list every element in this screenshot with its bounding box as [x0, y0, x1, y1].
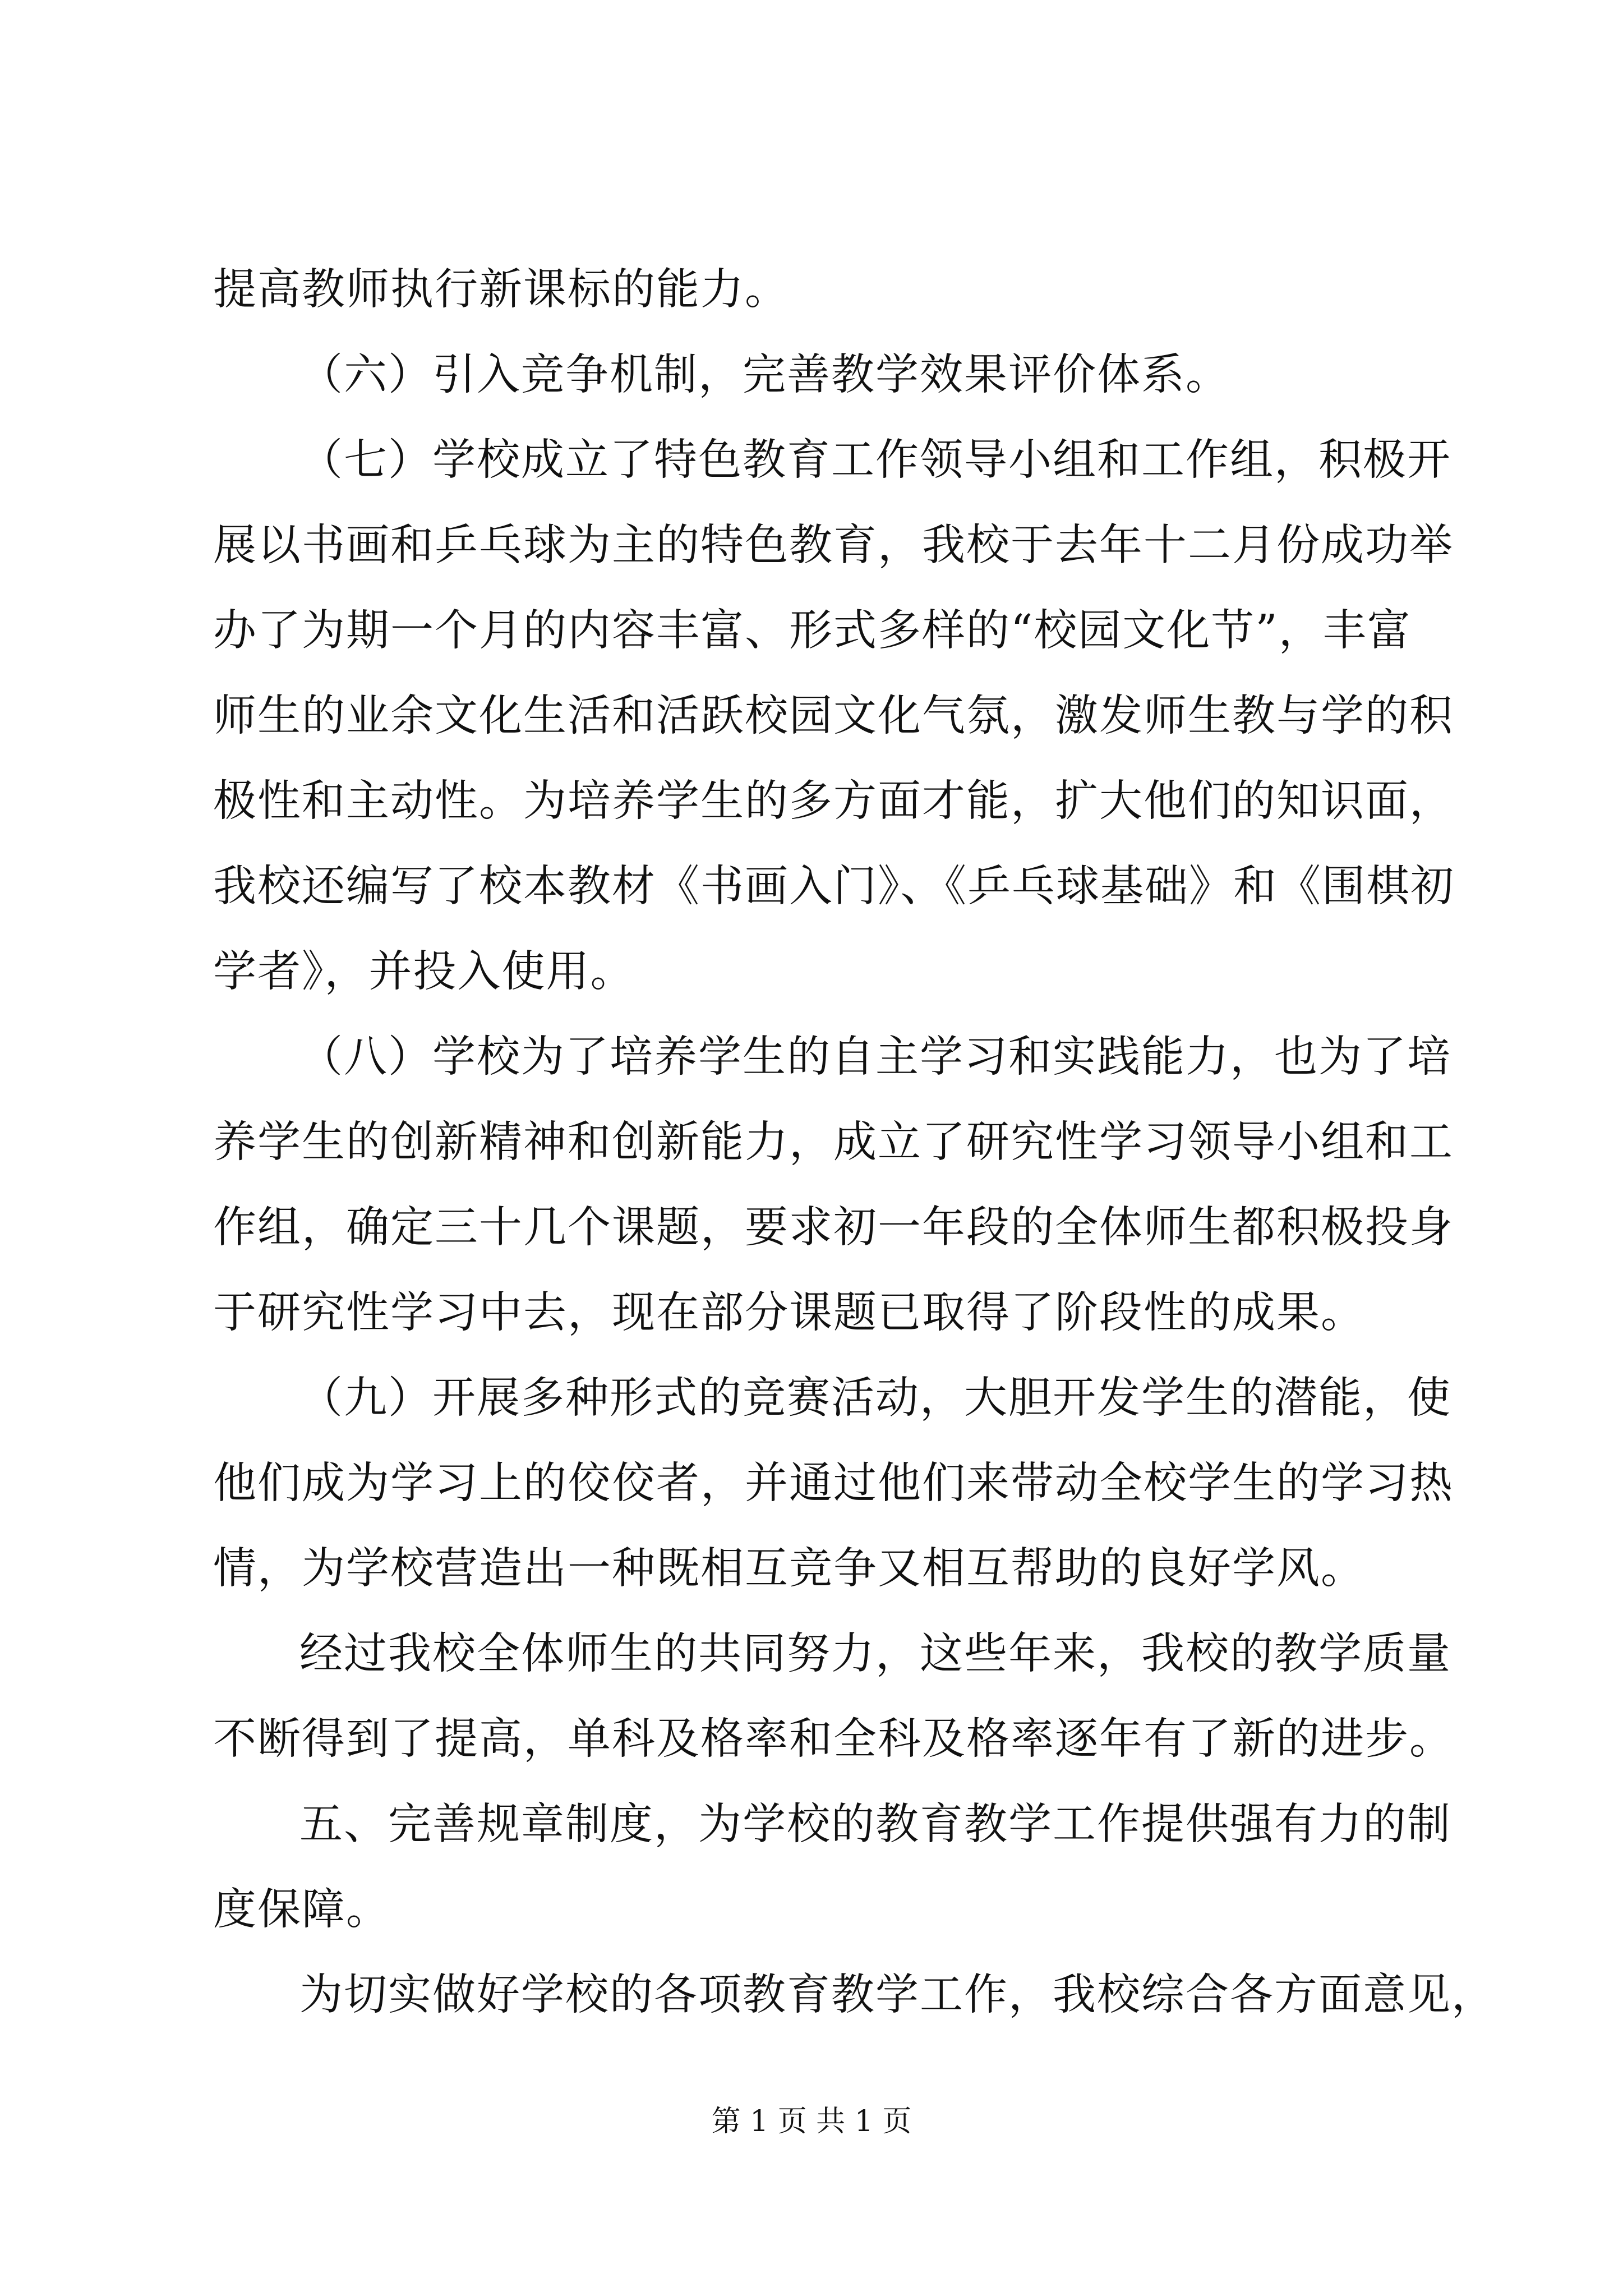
- text-line: 五、完善规章制度，为学校的教育教学工作提供强有力的制: [299, 1800, 1451, 1849]
- text-line: 情，为学校营造出一种既相互竞争又相互帮助的良好学风。: [213, 1544, 1365, 1594]
- text-line: （八）学校为了培养学生的自主学习和实践能力，也为了培: [299, 1032, 1451, 1082]
- text-line: 我校还编写了校本教材《书画入门》、《乒乓球基础》和《围棋初: [213, 862, 1455, 912]
- document-body: [213, 265, 1496, 2059]
- paragraph: [213, 1032, 1454, 1338]
- text-line: （七）学校成立了特色教育工作领导小组和工作组，积极开: [299, 435, 1451, 485]
- paragraph: [213, 265, 1424, 315]
- text-line: 极性和主动性。为培养学生的多方面才能，扩大他们的知识面，: [213, 776, 1454, 826]
- paragraph: [213, 1373, 1454, 1594]
- paragraph: [213, 1970, 1496, 2020]
- text-line: 经过我校全体师生的共同努力，这些年来，我校的教学质量: [299, 1629, 1451, 1679]
- text-line: 展以书画和乒乓球为主的特色教育，我校于去年十二月份成功举: [213, 521, 1454, 570]
- text-line: 作组，确定三十几个课题，要求初一年段的全体师生都积极投身: [213, 1203, 1454, 1253]
- text-line: 于研究性学习中去，现在部分课题已取得了阶段性的成果。: [213, 1288, 1365, 1338]
- paragraph: [213, 1629, 1454, 1764]
- text-line: 学者》，并投入使用。: [213, 947, 635, 997]
- text-line: 为切实做好学校的各项教育教学工作，我校综合各方面意见，: [299, 1970, 1496, 2020]
- text-line: 度保障。: [213, 1885, 390, 1935]
- paragraph: [213, 350, 1424, 400]
- text-line: 师生的业余文化生活和活跃校园文化气氛，激发师生教与学的积: [213, 691, 1454, 741]
- page-footer: 第 1 页 共 1 页: [711, 2105, 912, 2138]
- paragraph: [213, 1800, 1451, 1935]
- text-line: 办了为期一个月的内容丰富、形式多样的“校园文化节”，丰富: [213, 606, 1412, 656]
- text-line: 不断得到了提高，单科及格率和全科及格率逐年有了新的进步。: [213, 1714, 1454, 1764]
- text-line: （六）引入竞争机制，完善教学效果评价体系。: [299, 350, 1230, 400]
- text-line: 他们成为学习上的佼佼者，并通过他们来带动全校学生的学习热: [213, 1458, 1454, 1508]
- text-line: （九）开展多种形式的竞赛活动，大胆开发学生的潜能，使: [299, 1373, 1451, 1423]
- text-line: 养学生的创新精神和创新能力，成立了研究性学习领导小组和工: [213, 1117, 1454, 1167]
- paragraph: [213, 435, 1455, 997]
- text-line: 提高教师执行新课标的能力。: [213, 265, 789, 315]
